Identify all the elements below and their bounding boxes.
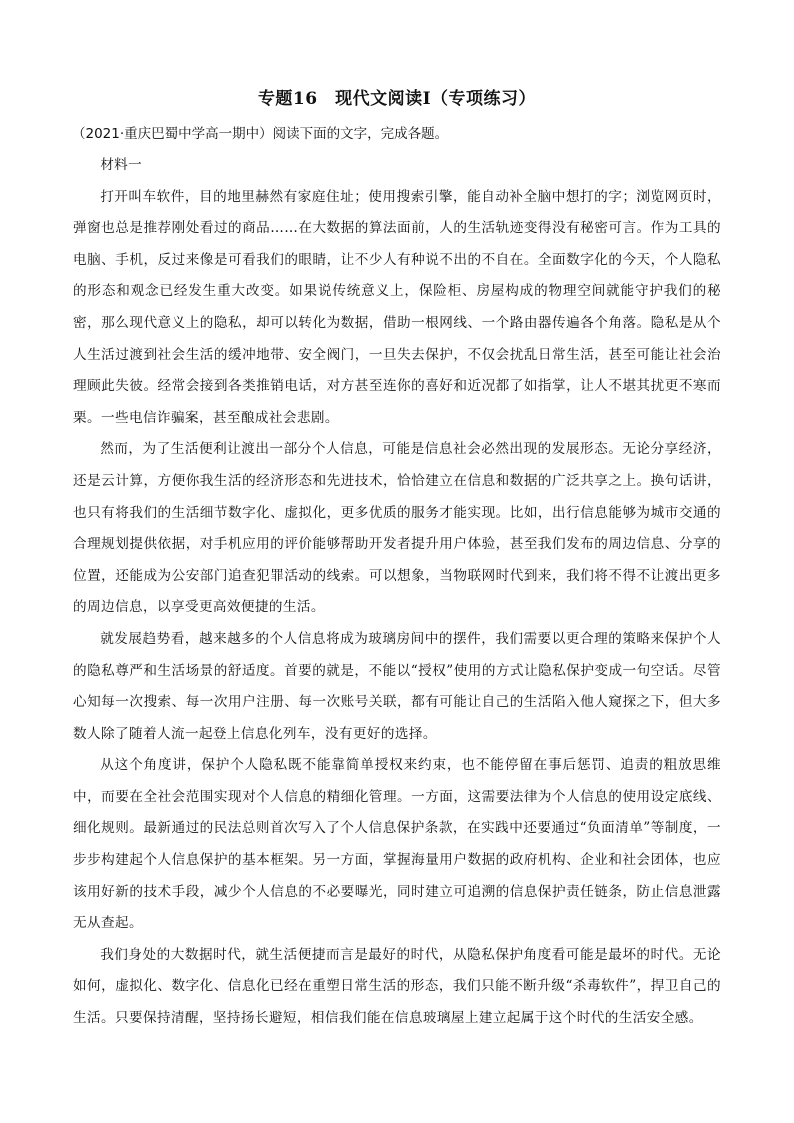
paragraph: 然而，为了生活便利让渡出一部分个人信息，可能是信息社会必然出现的发展形态。无论分享经济，还是云计算，方便你我生活的经济形态和先进技术，恰恰建立在信息和数据的广泛共享之上。换句话讲，也只有将我们的生活细节数字化、虚拟化，更多优质的服务才能实现。比如，出行信息能够为城市交通的合理规划提供依据，对手机应用的评价能够帮助开发者提升用户体验，甚至我们发布的周边信息、分享的位置，还能成为公安部门追查犯罪活动的线索。可以想象，当物联网时代到来，我们将不得不让渡出更多的周边信息，以享受更高效便捷的生活。 [73, 441, 721, 616]
section-heading: 材料一 [100, 157, 143, 173]
question-source: （2021·重庆巴蜀中学高一期中）阅读下面的文字，完成各题。 [72, 126, 449, 142]
paragraph: 我们身处的大数据时代，就生活便捷而言是最好的时代，从隐私保护角度看可能是最坏的时代。无论如何，虚拟化、数字化、信息化已经在重塑日常生活的形态，我们只能不断升级“杀毒软件”，捍卫自己的生活。只要保持清醒，坚持扬长避短，相信我们能在信息玻璃屋上建立起属于这个时代的生活安全感。 [73, 946, 721, 1027]
article-body [73, 150, 721, 1035]
paragraph: 就发展趋势看，越来越多的个人信息将成为玻璃房间中的摆件，我们需要以更合理的策略来保护个人的隐私尊严和生活场景的舒适度。首要的就是，不能以“授权”使用的方式让隐私保护变成一句空话。尽管心知每一次搜索、每一次用户注册、每一次账号关联，都有可能让自己的生活陷入他人窥探之下，但大多数人除了随着人流一起登上信息化列车，没有更好的选择。 [73, 630, 721, 742]
page-title: 专题16 现代文阅读Ⅰ（专项练习） [257, 89, 537, 109]
paragraph: 打开叫车软件，目的地里赫然有家庭住址；使用搜索引擎，能自动补全脑中想打的字；浏览网页时，弹窗也总是推荐刚处看过的商品……在大数据的算法面前，人的生活轨迹变得没有秘密可言。作为工具的电脑、手机，反过来像是可看我们的眼睛，让不少人有种说不出的不自在。全面数字化的今天，个人隐私的形态和观念已经发生重大改变。如果说传统意义上，保险柜、房屋构成的物理空间就能守护我们的秘密，那么现代意义上的隐私，却可以转化为数据，借助一根网线、一个路由器传遍各个角落。隐私是从个人生活过渡到社会生活的缓冲地带、安全阀门，一旦失去保护，不仅会扰乱日常生活，甚至可能让社会治理顾此失彼。经常会接到各类推销电话，对方甚至连你的喜好和近况都了如指掌，让人不堪其扰更不寒而栗。一些电信诈骗案，甚至酿成社会悲剧。 [73, 188, 721, 426]
paragraph: 从这个角度讲，保护个人隐私既不能靠简单授权来约束，也不能停留在事后惩罚、追责的粗放思维中，而要在全社会范围实现对个人信息的精细化管理。一方面，这需要法律为个人信息的使用设定底线、细化规则。最新通过的民法总则首次写入了个人信息保护条款，在实践中还要通过“负面清单”等制度，一步步构建起个人信息保护的基本框架。另一方面，掌握海量用户数据的政府机构、企业和社会团体，也应该用好新的技术手段，减少个人信息的不必要曝光，同时建立可追溯的信息保护责任链条，防止信息泄露无从查起。 [73, 757, 721, 932]
